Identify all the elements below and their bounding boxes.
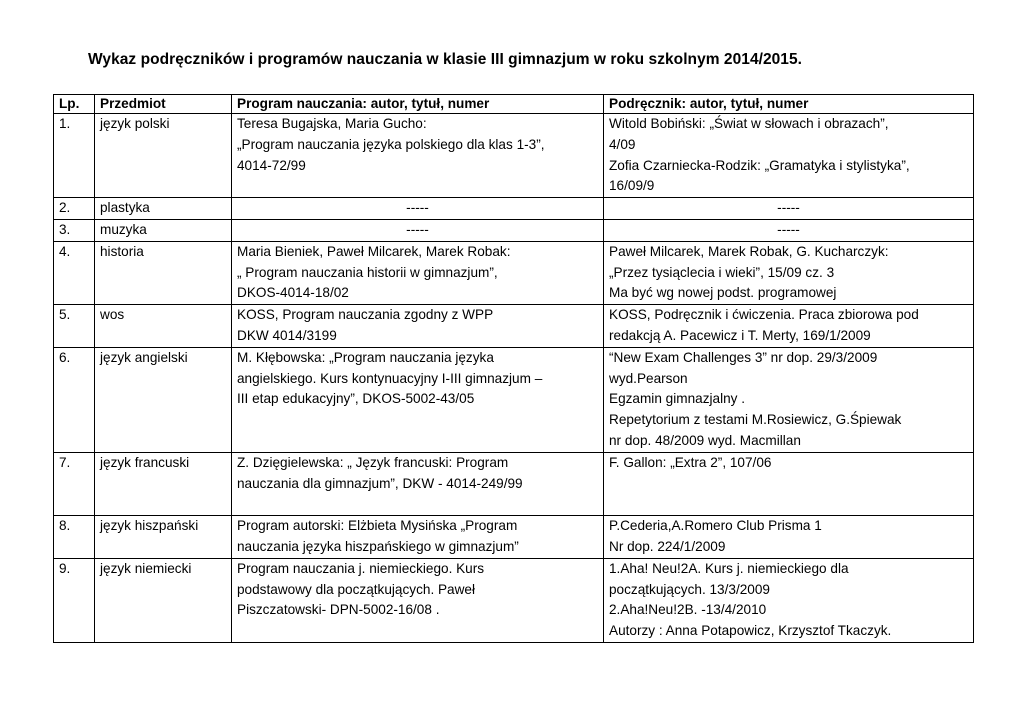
textbook-line: ----- (777, 221, 800, 237)
program-line: 4014-72/99 (237, 157, 306, 173)
program-line: Maria Bieniek, Paweł Milcarek, Marek Robak: (237, 243, 511, 259)
program-line: podstawowy dla początkujących. Paweł (237, 581, 476, 597)
cell-textbook (604, 347, 974, 452)
program-line: ----- (406, 200, 429, 216)
cell-subject: muzyka (95, 219, 232, 241)
textbook-line: 2.Aha!Neu!2B. -13/4/2010 (609, 602, 767, 618)
cell-textbook (604, 305, 974, 348)
cell-textbook (604, 241, 974, 304)
cell-program (232, 516, 604, 559)
header-subject: Przedmiot (95, 95, 232, 114)
cell-program (232, 452, 604, 515)
cell-lp: 1. (54, 114, 95, 198)
textbook-line: „Przez tysiąclecia i wieki”, 15/09 cz. 3 (609, 264, 835, 280)
cell-textbook (604, 516, 974, 559)
cell-lp: 6. (54, 347, 95, 452)
textbook-line: Autorzy : Anna Potapowicz, Krzysztof Tkaczyk. (609, 623, 892, 639)
cell-lp: 7. (54, 452, 95, 515)
program-line: M. Kłębowska: „Program nauczania języka (237, 349, 494, 365)
program-line: Z. Dzięgielewska: „ Język francuski: Program (237, 454, 509, 470)
textbook-line: 4/09 (609, 136, 636, 152)
program-line: „Program nauczania języka polskiego dla klas 1-3”, (237, 136, 545, 152)
textbook-line: ----- (777, 200, 800, 216)
textbook-line: KOSS, Podręcznik i ćwiczenia. Praca zbiorowa pod (609, 307, 919, 323)
table-row (54, 219, 974, 241)
cell-lp: 4. (54, 241, 95, 304)
program-line: „ Program nauczania historii w gimnazjum”, (237, 264, 498, 280)
program-line: KOSS, Program nauczania zgodny z WPP (237, 307, 494, 323)
cell-program (232, 241, 604, 304)
textbook-line: wyd.Pearson (609, 370, 688, 386)
table-row (54, 114, 974, 198)
program-line: DKOS-4014-18/02 (237, 285, 349, 301)
textbook-line: Ma być wg nowej podst. programowej (609, 285, 837, 301)
textbook-line: Egzamin gimnazjalny . (609, 391, 745, 407)
table-header-row (54, 95, 974, 114)
table-row (54, 198, 974, 220)
program-line: DKW 4014/3199 (237, 327, 337, 343)
program-line: ----- (406, 221, 429, 237)
textbook-line: “New Exam Challenges 3” nr dop. 29/3/2009 (609, 349, 878, 365)
cell-subject: język francuski (95, 452, 232, 515)
textbook-line: F. Gallon: „Extra 2”, 107/06 (609, 454, 772, 470)
cell-textbook (604, 114, 974, 198)
textbook-line: Witold Bobiński: „Świat w słowach i obrazach”, (609, 116, 889, 131)
header-lp: Lp. (54, 95, 95, 114)
cell-lp: 8. (54, 516, 95, 559)
textbook-line: nr dop. 48/2009 wyd. Macmillan (609, 432, 801, 448)
cell-textbook (604, 198, 974, 220)
cell-subject: plastyka (95, 198, 232, 220)
program-line: Teresa Bugajska, Maria Gucho: (237, 116, 427, 131)
header-program: Program nauczania: autor, tytuł, numer (232, 95, 604, 114)
table-row (54, 516, 974, 559)
textbook-line: początkujących. 13/3/2009 (609, 581, 770, 597)
table-row (54, 241, 974, 304)
cell-program (232, 114, 604, 198)
textbook-line: P.Cederia,A.Romero Club Prisma 1 (609, 518, 822, 534)
cell-lp: 9. (54, 558, 95, 642)
textbook-line: Zofia Czarniecka-Rodzik: „Gramatyka i stylistyka”, (609, 157, 910, 173)
cell-subject: język niemiecki (95, 558, 232, 642)
table-row (54, 347, 974, 452)
program-line: III etap edukacyjny”, DKOS-5002-43/05 (237, 391, 475, 407)
page-title: Wykaz podręczników i programów nauczania w klasie III gimnazjum w roku szkolnym 2014/2015. (88, 51, 803, 68)
cell-lp: 2. (54, 198, 95, 220)
cell-subject: język angielski (95, 347, 232, 452)
cell-textbook (604, 558, 974, 642)
cell-program (232, 305, 604, 348)
table-row (54, 558, 974, 642)
cell-program (232, 558, 604, 642)
program-line: Program autorski: Elżbieta Mysińska „Program (237, 518, 518, 534)
cell-subject: wos (95, 305, 232, 348)
cell-lp: 3. (54, 219, 95, 241)
program-line (237, 494, 598, 515)
cell-program (232, 198, 604, 220)
table-body (54, 114, 974, 643)
program-line: nauczania dla gimnazjum”, DKW - 4014-249/99 (237, 475, 523, 491)
cell-program (232, 347, 604, 452)
header-textbook: Podręcznik: autor, tytuł, numer (604, 95, 974, 114)
textbook-line: 16/09/9 (609, 178, 655, 194)
table-row (54, 305, 974, 348)
textbook-line: redakcją A. Pacewicz i T. Merty, 169/1/2009 (609, 327, 871, 343)
textbook-line: Paweł Milcarek, Marek Robak, G. Kucharczyk: (609, 243, 889, 259)
cell-textbook (604, 219, 974, 241)
program-line: angielskiego. Kurs kontynuacyjny I-III gimnazjum – (237, 370, 543, 386)
table-row (54, 452, 974, 515)
cell-subject: historia (95, 241, 232, 304)
cell-textbook (604, 452, 974, 515)
textbook-line: Nr dop. 224/1/2009 (609, 538, 726, 554)
cell-subject: język polski (95, 114, 232, 198)
textbook-line: Repetytorium z testami M.Rosiewicz, G.Śpiewak (609, 412, 902, 428)
program-line: nauczania języka hiszpańskiego w gimnazjum” (237, 538, 519, 554)
textbook-table (53, 94, 974, 643)
cell-lp: 5. (54, 305, 95, 348)
program-line: Piszczatowski- DPN-5002-16/08 . (237, 602, 440, 618)
cell-program (232, 219, 604, 241)
program-line: Program nauczania j. niemieckiego. Kurs (237, 560, 485, 576)
textbook-line: 1.Aha! Neu!2A. Kurs j. niemieckiego dla (609, 560, 849, 576)
cell-subject: język hiszpański (95, 516, 232, 559)
